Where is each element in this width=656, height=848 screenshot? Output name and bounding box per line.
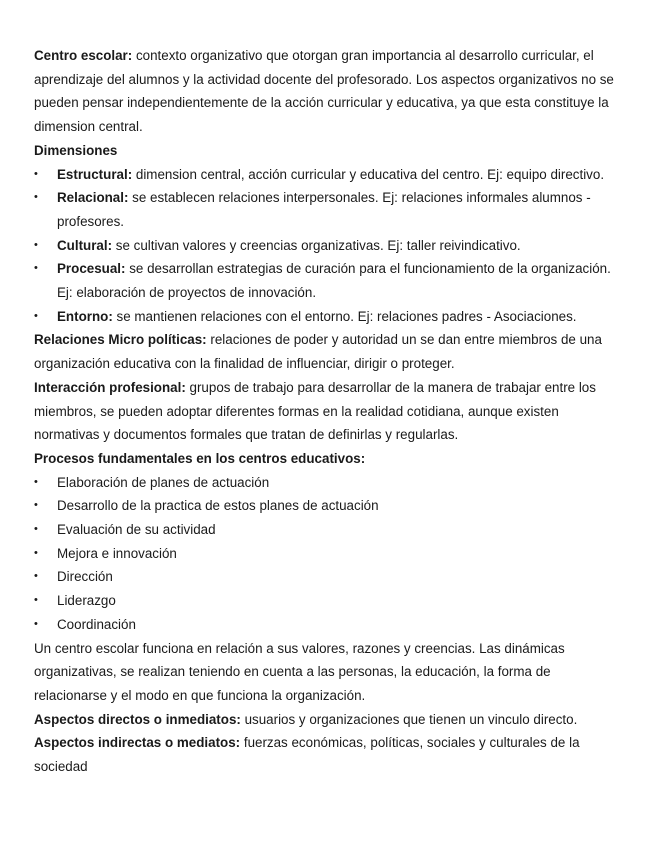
list-item: • Desarrollo de la practica de estos planes de actuación: [34, 494, 626, 518]
item-text: se mantienen relaciones con el entorno. Ej: relaciones padres - Asociaciones.: [112, 308, 577, 324]
centro-escolar-term: Centro escolar:: [34, 48, 133, 63]
list-item: [34, 257, 626, 304]
micro-politicas-text: relaciones de poder y autoridad un se dan entre miembros de una organización educativa con la finalidad de influenciar, dirigir o proteger.: [34, 332, 602, 372]
procesos-list: [34, 471, 626, 637]
item-term: Relacional:: [57, 190, 129, 206]
aspectos-directos-term: Aspectos directos o inmediatos:: [34, 711, 241, 727]
procesos-heading: Procesos fundamentales en los centros educativos:: [34, 450, 366, 466]
aspectos-indirectos-paragraph: [34, 731, 626, 778]
list-item: • Coordinación: [34, 613, 626, 637]
item-term: Procesual:: [57, 261, 126, 277]
item-text: se cultivan valores y creencias organizativas. Ej: taller reivindicativo.: [112, 237, 521, 253]
micro-politicas-paragraph: [34, 328, 626, 375]
interaccion-paragraph: [34, 376, 626, 447]
item-text: se establecen relaciones interpersonales. Ej: relaciones informales alumnos - profesores.: [57, 190, 591, 229]
aspectos-directos-text: usuarios y organizaciones que tienen un vinculo directo.: [240, 711, 578, 727]
list-item: [34, 305, 626, 329]
list-item: [34, 186, 626, 233]
list-item: [34, 163, 626, 187]
aspectos-indirectos-text: fuerzas económicas, políticas, sociales y culturales de la sociedad: [34, 735, 580, 775]
dimensiones-heading: Dimensiones: [34, 142, 118, 158]
list-item: • Mejora e innovación: [34, 542, 626, 566]
item-term: Entorno:: [57, 308, 113, 324]
centro-escolar-paragraph: [34, 44, 626, 139]
item-text: dimension central, acción curricular y educativa del centro. Ej: equipo directivo.: [132, 166, 605, 182]
list-item: • Liderazgo: [34, 589, 626, 613]
document-page: [34, 44, 626, 779]
aspectos-indirectos-term: Aspectos indirectas o mediatos:: [34, 735, 241, 751]
interaccion-term: Interacción profesional:: [34, 379, 186, 395]
list-item: • Elaboración de planes de actuación: [34, 471, 626, 495]
micro-politicas-term: Relaciones Micro políticas:: [34, 332, 207, 348]
list-item: [34, 234, 626, 258]
item-text: se desarrollan estrategias de curación para el funcionamiento de la organización. Ej: elaboración de proyectos de innovación.: [57, 261, 611, 301]
aspectos-directos-paragraph: [34, 708, 626, 732]
item-term: Cultural:: [57, 237, 113, 253]
item-term: Estructural:: [57, 166, 133, 182]
interaccion-text: grupos de trabajo para desarrollar de la manera de trabajar entre los miembros, se pueden adoptar diferentes formas en la realidad cotidiana, aunque existen normativas y documentos formales que tratan de definirlas y regularlas.: [34, 379, 596, 443]
list-item: • Dirección: [34, 565, 626, 589]
funciona-paragraph: Un centro escolar funciona en relación a sus valores, razones y creencias. Las dinámicas organizativas, se realizan teniendo en cuenta a las personas, la educación, la forma de relacionarse y el modo en que funciona la organización.: [34, 640, 565, 703]
list-item: • Evaluación de su actividad: [34, 518, 626, 542]
centro-escolar-text: contexto organizativo que otorgan gran importancia al desarrollo curricular, el aprendizaje del alumnos y la actividad docente del profesorado. Los aspectos organizativos no se pueden pensar independientemente de la acción curricular y educativa, ya que esta constituye la dimension central.: [34, 48, 614, 135]
dimensiones-list: [34, 163, 626, 329]
